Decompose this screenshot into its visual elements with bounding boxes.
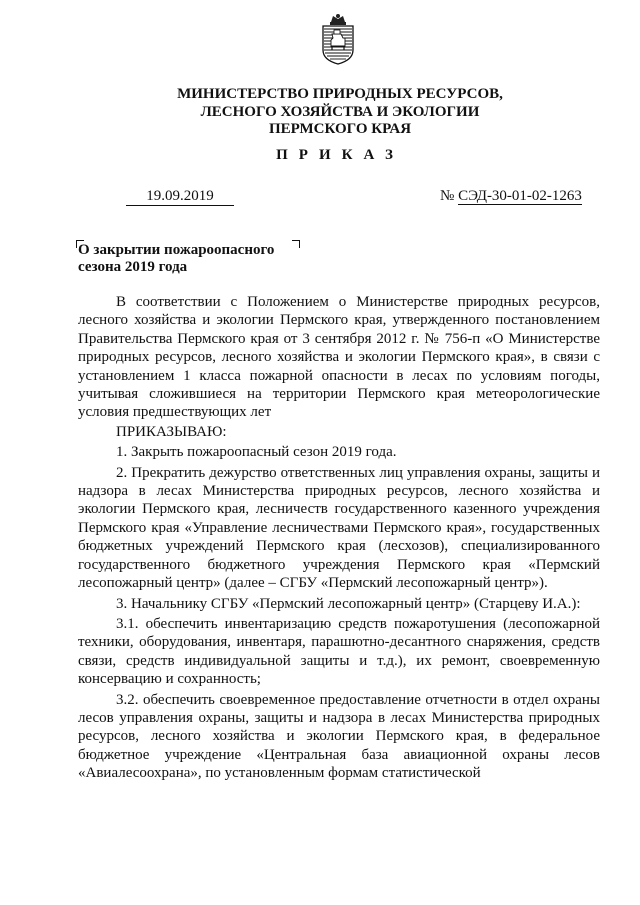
order-item-1: 1. Закрыть пожароопасный сезон 2019 года.	[116, 444, 397, 461]
order-item-3-1: 3.1. обеспечить инвентаризацию средств пожаротушения (лесопожарной техники, оборудования, инвентаря, парашютно-десантного снаряжения, средств связи, средств индивидуальной защиты и т.д.), их ремонт, своевременную консервацию и сохранность;	[78, 615, 600, 688]
preamble-paragraph: В соответствии с Положением о Министерстве природных ресурсов, лесного хозяйства и экологии Пермского края, утвержденного постановлением Правительства Пермского края от 3 сентября 2012 г. № 756-п «О Министерстве природных ресурсов, лесного хозяйства и экологии Пермского края», в связи с установлением 1 класса пожарной опасности в лесах по условиям погоды, учитывая сложившиеся на территории Пермского края метеорологические условия предшествующих лет	[78, 294, 600, 421]
order-item-3-2: 3.2. обеспечить своевременное предоставление отчетности в отдел охраны лесов управления охраны, защиты и надзора в лесах Министерства природных ресурсов, лесного хозяйства и экологии Пермского края, в федеральное бюджетное учреждение «Центральная база авиационной охраны лесов «Авиалесоохрана», по установленным формам статистической	[78, 691, 600, 782]
order-word: ПРИКАЗЫВАЮ:	[116, 423, 227, 440]
document-type-title: ПРИКАЗ	[276, 147, 404, 163]
order-item-3: 3. Начальнику СГБУ «Пермский лесопожарный центр» (Старцеву И.А.):	[116, 595, 581, 612]
number-sign: №	[440, 188, 455, 204]
document-subject	[78, 242, 308, 276]
ministry-name-line1: МИНИСТЕРСТВО ПРИРОДНЫХ РЕСУРСОВ,	[177, 86, 503, 102]
subject-line1: О закрытии пожароопасного	[78, 242, 275, 258]
coat-of-arms-emblem	[319, 12, 357, 66]
ministry-name-line3: ПЕРМСКОГО КРАЯ	[268, 121, 412, 137]
order-item-2: 2. Прекратить дежурство ответственных лиц управления охраны, защиты и надзора в лесах Министерства природных ресурсов, лесного хозяйства и экологии Пермского края, лесничеств государственного казенного учреждения Пермского края «Управление лесничествами Пермского края», государственных бюджетных учреждений Пермского края (лесхозов), специализированного государственного бюджетного учреждения Пермского края «Пермский лесопожарный центр» (далее – СГБУ «Пермский лесопожарный центр»).	[78, 464, 600, 592]
ministry-name-line2: ЛЕСНОГО ХОЗЯЙСТВА И ЭКОЛОГИИ	[200, 103, 480, 120]
document-body	[78, 293, 600, 783]
ministry-name	[120, 86, 560, 139]
document-date: 19.09.2019	[126, 188, 234, 206]
subject-line2: сезона 2019 года	[78, 259, 188, 275]
document-number	[440, 188, 582, 205]
number-value: СЭД-30-01-02-1263	[458, 188, 582, 204]
